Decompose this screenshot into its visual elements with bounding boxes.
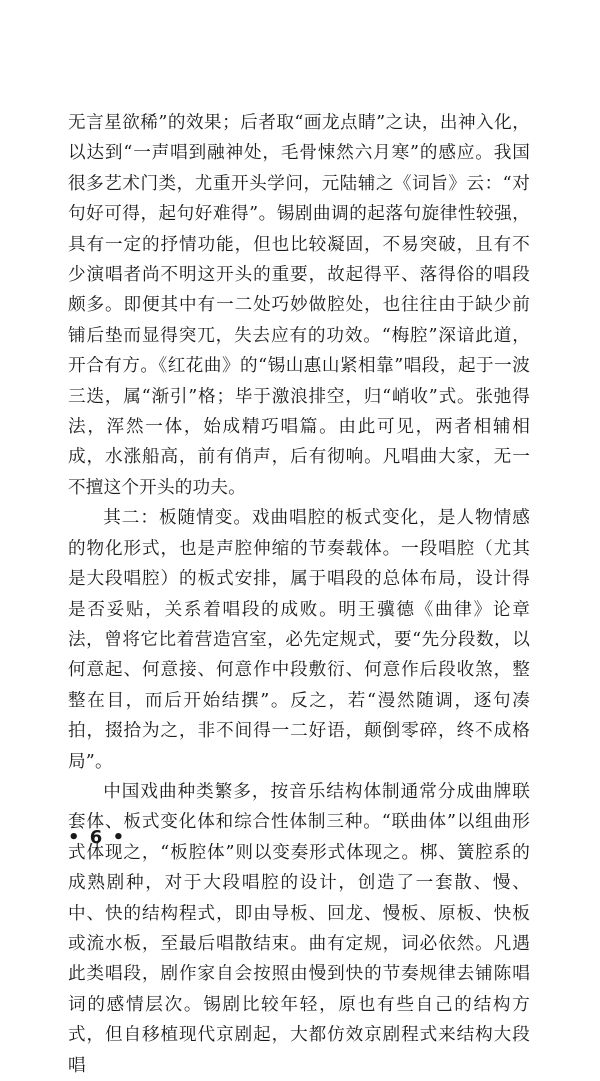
paragraph-3: 中国戏曲种类繁多，按音乐结构体制通常分成曲牌联套体、板式变化体和综合性体制三种。“联曲体”以组曲形式体现之，“板腔体”则以变奏形式体现之。梆、簧腔系的成熟剧种，对于大段唱腔的设计，创造了一套散、慢、中、快的结构程式，即由导板、回龙、慢板、原板、快板或流水板，至最后唱散结束。曲有定规，词必依然。凡遇此类唱段，剧作家自会按照由慢到快的节奏规律去铺陈唱词的感情层次。锡剧比较年轻，原也有些自己的结构方式，但自移植现代京剧起，大都仿效京剧程式来结构大段唱 (68, 781, 530, 1076)
page-number: • 6 • (68, 827, 127, 848)
paragraph-2: 其二：板随情变。戏曲唱腔的板式变化，是人物情感的物化形式，也是声腔伸缩的节奏载体。一段唱腔（尤其是大段唱腔）的板式安排，属于唱段的总体布局，设计得是否妥贴，关系着唱段的成败。明王骥德《曲律》论章法，曾将它比着营造宫室，必先定规式，要“先分段数，以何意起、何意接、何意作中段敷衍、何意作后段收煞，整整在目，而后开始结撰”。反之，若“漫然随调，逐句凑拍，掇拾为之，非不间得一二好语，颠倒零碎，终不成格局”。 (68, 508, 530, 772)
paragraph-1: 无言星欲稀”的效果；后者取“画龙点睛”之诀，出神入化，以达到“一声唱到融神处，毛骨悚然六月寒”的感应。我国很多艺术门类，尤重开头学问，元陆辅之《词旨》云：“对句好可得，起句好难得”。锡剧曲调的起落句旋律性较强，具有一定的抒情功能，但也比较凝固，不易突破，且有不少演唱者尚不明这开头的重要，故起得平、落得俗的唱段颇多。即便其中有一二处巧妙做腔处，也往往由于缺少前铺后垫而显得突兀，失去应有的功效。“梅腔”深谙此道，开合有方。《红花曲》的“锡山惠山紧相靠”唱段，起于一波三迭，属“渐引”格；毕于激浪排空，归“峭收”式。张弛得法，浑然一体，始成精巧唱篇。由此可见，两者相辅相成，水涨船高，前有俏声，后有彻响。凡唱曲大家，无一不擅这个开头的功夫。 (68, 113, 530, 498)
page-body (68, 108, 530, 1081)
